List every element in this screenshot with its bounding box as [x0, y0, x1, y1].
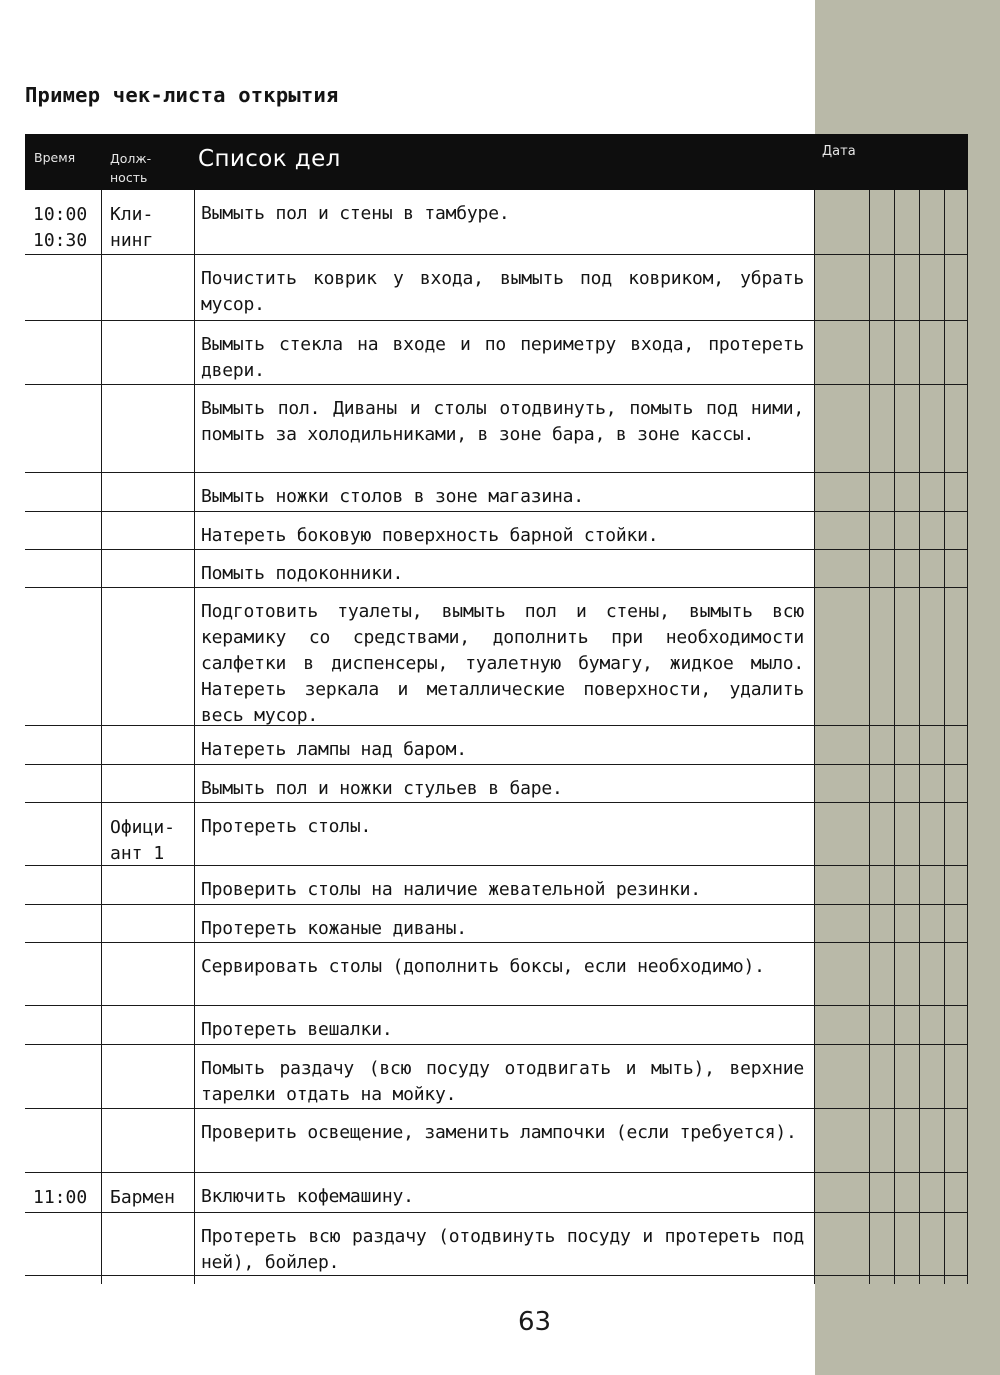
date-cell[interactable] — [870, 1045, 895, 1116]
date-cell[interactable] — [920, 255, 945, 326]
date-cell[interactable] — [920, 190, 945, 260]
task-cell: Сервировать столы (дополнить боксы, если необходимо). — [195, 943, 815, 1005]
table-row — [25, 1045, 968, 1109]
date-cell[interactable] — [895, 1109, 920, 1172]
table-row — [25, 512, 968, 550]
task-cell: Натереть лампы над баром. — [195, 726, 815, 771]
date-cell[interactable] — [870, 190, 895, 260]
time-cell — [25, 1045, 102, 1116]
checklist-table — [25, 134, 968, 1276]
table-row — [25, 1006, 968, 1045]
date-cell[interactable] — [870, 1109, 895, 1172]
date-cell[interactable] — [895, 803, 920, 873]
time-cell — [25, 385, 102, 472]
date-cell[interactable] — [920, 1213, 945, 1284]
table-header — [25, 134, 968, 190]
table-row — [25, 803, 968, 866]
date-cell[interactable] — [895, 1045, 920, 1116]
page-number: 63 — [518, 1307, 552, 1337]
task-cell: Натереть боковую поверхность барной стойки. — [195, 512, 815, 557]
date-cell[interactable] — [815, 1213, 870, 1284]
table-row — [25, 726, 968, 765]
date-cell[interactable] — [815, 1173, 870, 1218]
date-cell[interactable] — [870, 1213, 895, 1284]
date-cell[interactable] — [895, 321, 920, 392]
date-cell[interactable] — [815, 255, 870, 326]
task-cell: Протереть кожаные диваны. — [195, 905, 815, 950]
role-cell — [102, 321, 195, 392]
header-date: Дата — [822, 144, 856, 159]
table-row — [25, 765, 968, 803]
date-cell[interactable] — [945, 385, 968, 472]
task-cell: Почистить коврик у входа, вымыть под ковриком, убрать мусор. — [195, 255, 815, 326]
task-cell: Протереть столы. — [195, 803, 815, 873]
date-cell[interactable] — [895, 943, 920, 1005]
table-row — [25, 321, 968, 385]
date-cell[interactable] — [895, 1173, 920, 1218]
date-cell[interactable] — [895, 588, 920, 737]
time-cell — [25, 1213, 102, 1284]
task-cell: Вымыть пол. Диваны и столы отодвинуть, помыть под ними, помыть за холодильниками, в зоне бара, в зоне кассы. — [195, 385, 815, 472]
time-cell — [25, 1109, 102, 1172]
role-cell — [102, 588, 195, 737]
date-cell[interactable] — [870, 588, 895, 737]
date-cell[interactable] — [945, 1109, 968, 1172]
task-cell: Подготовить туалеты, вымыть пол и стены, вымыть всю керамику со средствами, дополнить при необходимости салфетки в диспенсеры, туалетную бумагу, жидкое мыло. Натереть зеркала и металлические поверхности, удалить весь мусор. — [195, 588, 815, 737]
role-cell — [102, 1213, 195, 1284]
table-row — [25, 905, 968, 943]
date-cell[interactable] — [815, 385, 870, 472]
date-cell[interactable] — [815, 1045, 870, 1116]
table-row — [25, 255, 968, 321]
date-cell[interactable] — [945, 1213, 968, 1284]
role-cell: Офици- ант 1 — [102, 803, 195, 873]
table-row — [25, 473, 968, 512]
date-cell[interactable] — [870, 1173, 895, 1218]
time-cell — [25, 803, 102, 873]
table-row — [25, 550, 968, 588]
role-cell: Бармен — [102, 1173, 195, 1218]
date-cell[interactable] — [895, 385, 920, 472]
date-cell[interactable] — [920, 385, 945, 472]
role-cell: Кли- нинг — [102, 190, 195, 260]
task-cell: Включить кофемашину. — [195, 1173, 815, 1218]
header-time: Время — [34, 150, 76, 165]
role-cell — [102, 255, 195, 326]
table-row — [25, 1173, 968, 1213]
task-cell: Вымыть пол и ножки стульев в баре. — [195, 765, 815, 810]
time-cell — [25, 943, 102, 1005]
date-cell[interactable] — [920, 321, 945, 392]
role-cell — [102, 943, 195, 1005]
date-cell[interactable] — [945, 255, 968, 326]
task-cell: Вымыть стекла на входе и по периметру входа, протереть двери. — [195, 321, 815, 392]
table-row — [25, 1213, 968, 1276]
task-cell: Помыть раздачу (всю посуду отодвигать и мыть), верхние тарелки отдать на мойку. — [195, 1045, 815, 1116]
date-cell[interactable] — [870, 943, 895, 1005]
date-cell[interactable] — [870, 385, 895, 472]
date-cell[interactable] — [945, 588, 968, 737]
task-cell: Вымыть ножки столов в зоне магазина. — [195, 473, 815, 518]
role-cell — [102, 385, 195, 472]
task-cell: Проверить освещение, заменить лампочки (если требуется). — [195, 1109, 815, 1172]
date-cell[interactable] — [870, 255, 895, 326]
date-cell[interactable] — [870, 803, 895, 873]
table-row — [25, 943, 968, 1006]
task-cell: Помыть подоконники. — [195, 550, 815, 595]
date-cell[interactable] — [945, 1045, 968, 1116]
table-row — [25, 190, 968, 255]
table-row — [25, 588, 968, 726]
date-cell[interactable] — [815, 943, 870, 1005]
date-cell[interactable] — [945, 190, 968, 260]
date-cell[interactable] — [815, 803, 870, 873]
table-row — [25, 1109, 968, 1173]
date-cell[interactable] — [815, 321, 870, 392]
role-cell — [102, 1045, 195, 1116]
role-cell — [102, 1109, 195, 1172]
date-cell[interactable] — [920, 1173, 945, 1218]
date-cell[interactable] — [920, 1109, 945, 1172]
date-cell[interactable] — [945, 803, 968, 873]
time-cell — [25, 255, 102, 326]
date-cell[interactable] — [920, 588, 945, 737]
page-title: Пример чек-листа открытия — [25, 83, 339, 107]
date-cell[interactable] — [895, 1213, 920, 1284]
task-cell: Вымыть пол и стены в тамбуре. — [195, 190, 815, 260]
time-cell — [25, 588, 102, 737]
date-cell[interactable] — [815, 588, 870, 737]
task-cell: Протереть вешалки. — [195, 1006, 815, 1051]
date-cell[interactable] — [895, 255, 920, 326]
time-cell: 10:00 10:30 — [25, 190, 102, 260]
task-cell: Протереть всю раздачу (отодвинуть посуду и протереть под ней), бойлер. — [195, 1213, 815, 1284]
header-role: Долж- ность — [110, 151, 152, 185]
header-task-list: Список дел — [198, 146, 341, 172]
date-cell[interactable] — [920, 1045, 945, 1116]
table-row — [25, 866, 968, 905]
time-cell — [25, 321, 102, 392]
date-cell[interactable] — [945, 321, 968, 392]
table-row — [25, 385, 968, 473]
date-cell[interactable] — [895, 190, 920, 260]
time-cell: 11:00 — [25, 1173, 102, 1218]
date-cell[interactable] — [945, 943, 968, 1005]
date-cell[interactable] — [920, 803, 945, 873]
date-cell[interactable] — [920, 943, 945, 1005]
date-cell[interactable] — [870, 321, 895, 392]
date-cell[interactable] — [815, 1109, 870, 1172]
date-cell[interactable] — [945, 1173, 968, 1218]
task-cell: Проверить столы на наличие жевательной резинки. — [195, 866, 815, 911]
date-cell[interactable] — [815, 190, 870, 260]
